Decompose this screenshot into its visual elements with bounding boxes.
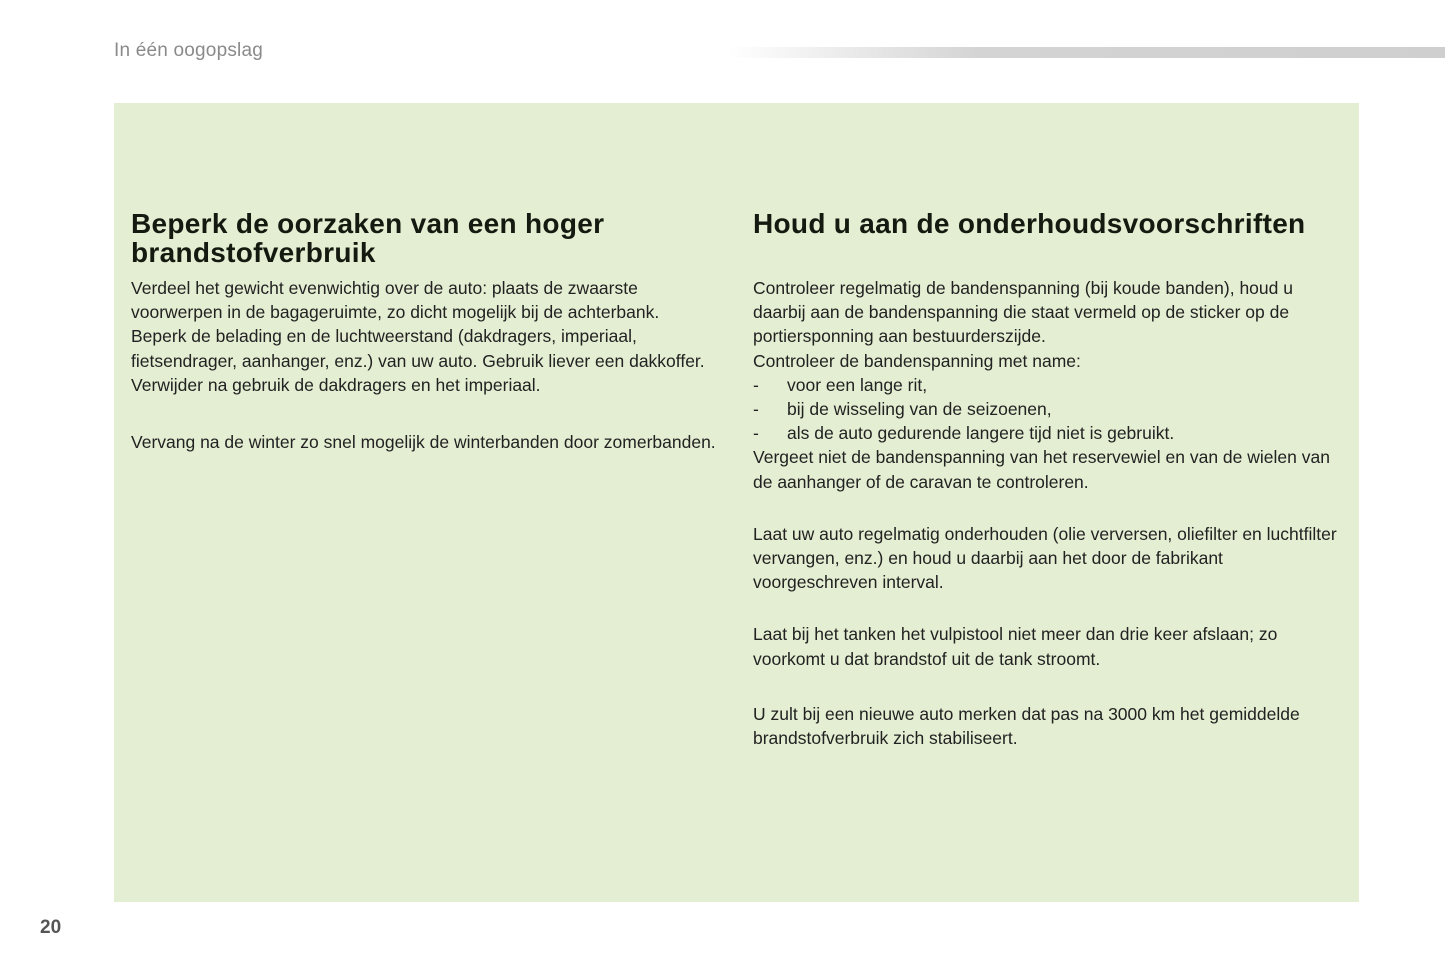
left-column — [131, 209, 721, 454]
tyre-pressure-paragraph: Controleer regelmatig de bandenspanning (bij koude banden), houd u daarbij aan de bandenspanning die staat vermeld op de sticker op de portiersponning aan bestuurderszijde. — [753, 278, 1293, 347]
list-item — [753, 397, 1343, 421]
list-item-text: bij de wisseling van de seizoenen, — [787, 399, 1052, 420]
list-dash: - — [753, 374, 759, 395]
tyre-pressure-list-intro: Controleer de bandenspanning met name: — [753, 350, 1081, 371]
list-item-text: voor een lange rit, — [787, 374, 928, 395]
left-heading: Beperk de oorzaken van een hoger brandstofverbruik — [131, 208, 605, 268]
section-title: In één oogopslag — [114, 40, 263, 61]
maintenance-paragraph: Laat uw auto regelmatig onderhouden (olie verversen, oliefilter en luchtfilter vervangen, enz.) en houd u daarbij aan het door de fabrikant voorgeschreven interval. — [753, 523, 1337, 593]
list-dash: - — [753, 423, 759, 444]
header-decorative-bar — [728, 47, 1445, 58]
refuel-paragraph: Laat bij het tanken het vulpistool niet meer dan drie keer afslaan; zo voorkomt u dat brandstof uit de tank stroomt. — [753, 624, 1278, 669]
tyre-pressure-list — [753, 373, 1343, 446]
winter-tyres-paragraph: Vervang na de winter zo snel mogelijk de winterbanden door zomerbanden. — [131, 432, 716, 453]
list-item-text: als de auto gedurende langere tijd niet is gebruikt. — [787, 423, 1175, 444]
list-dash: - — [753, 399, 759, 420]
spare-wheel-paragraph: Vergeet niet de bandenspanning van het reservewiel en van de wielen van de aanhanger of de caravan te controleren. — [753, 447, 1330, 492]
list-item — [753, 373, 1343, 397]
right-column — [753, 209, 1343, 750]
remove-roof-racks-paragraph: Verwijder na gebruik de dakdragers en het imperiaal. — [131, 374, 541, 395]
weight-distribution-paragraph: Verdeel het gewicht evenwichtig over de auto: plaats de zwaarste voorwerpen in de bagageruimte, zo dicht mogelijk bij de achterbank. — [131, 278, 660, 323]
load-reduction-paragraph: Beperk de belading en de luchtweerstand (dakdragers, imperiaal, fietsendrager, aanhanger, enz.) van uw auto. Gebruik liever een dakkoffer. — [131, 326, 705, 371]
right-heading: Houd u aan de onderhoudsvoorschriften — [753, 208, 1306, 239]
page-number: 20 — [40, 917, 62, 938]
list-item — [753, 421, 1343, 445]
new-car-paragraph: U zult bij een nieuwe auto merken dat pas na 3000 km het gemiddelde brandstofverbruik zich stabiliseert. — [753, 703, 1300, 749]
